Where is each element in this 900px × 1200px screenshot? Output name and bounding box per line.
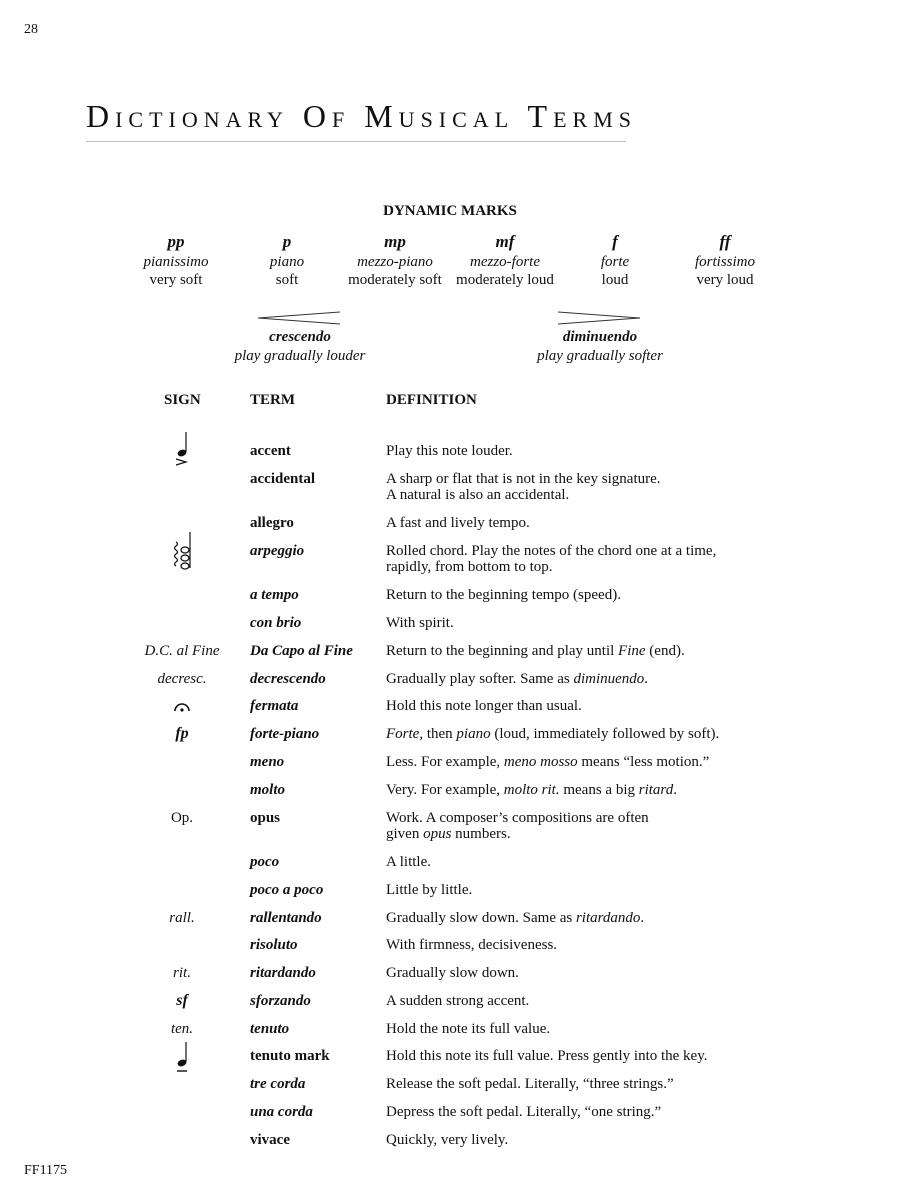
sign: rall. — [169, 910, 195, 926]
definition: Rolled chord. Play the notes of the chord one at a time, rapidly, from bottom to top. — [386, 543, 717, 575]
dynamic-meaning: very loud — [696, 272, 754, 288]
definition: Hold this note longer than usual. — [386, 698, 582, 714]
definition: Gradually slow down. — [386, 965, 519, 981]
definition: With spirit. — [386, 615, 454, 631]
definition: With firmness, decisiveness. — [386, 937, 558, 953]
diminuendo-hairpin-icon — [556, 309, 642, 327]
term: accidental — [250, 471, 315, 487]
definition: A little. — [386, 854, 431, 870]
dynamic-meaning: moderately soft — [348, 272, 442, 288]
sign: rit. — [173, 965, 191, 981]
definition: Return to the beginning tempo (speed). — [386, 587, 621, 603]
definition: Quickly, very lively. — [386, 1132, 509, 1148]
diminuendo-block — [490, 328, 710, 366]
sign: ten. — [170, 1021, 194, 1037]
term: Da Capo al Fine — [250, 643, 353, 659]
definition: Hold this note its full value. Press gently into the key. — [386, 1048, 708, 1064]
crescendo-desc: play gradually louder — [234, 348, 366, 364]
definition: Gradually slow down. Same as ritardando. — [386, 910, 645, 926]
dynamic-item-pianissimo — [116, 233, 236, 289]
term: molto — [250, 782, 286, 798]
title-underline — [86, 141, 626, 142]
term: poco — [250, 854, 280, 870]
fermata-icon — [172, 699, 192, 715]
sign: sf — [176, 992, 188, 1009]
term: poco a poco — [250, 882, 324, 898]
term: allegro — [250, 515, 294, 531]
definition: A fast and lively tempo. — [386, 515, 530, 531]
crescendo-term: crescendo — [269, 329, 331, 345]
definition: Very. For example, molto rit. means a big ritard. — [386, 782, 677, 798]
dynamic-meaning: soft — [275, 272, 299, 288]
page-title: Dictionary Of Musical Terms — [86, 98, 638, 134]
dynamic-symbol: ff — [719, 232, 731, 251]
dynamic-term: mezzo-forte — [470, 254, 540, 270]
term: forte-piano — [250, 726, 320, 742]
sign: decresc. — [157, 671, 207, 687]
column-header-term: TERM — [250, 392, 295, 408]
definition: Return to the beginning and play until Fine (end). — [386, 643, 685, 659]
definition: Gradually play softer. Same as diminuendo. — [386, 671, 649, 687]
definition: Play this note louder. — [386, 443, 513, 459]
dynamic-meaning: loud — [601, 272, 629, 288]
dynamic-meaning: very soft — [149, 272, 203, 288]
diminuendo-desc: play gradually softer — [537, 348, 663, 364]
dynamic-meaning: moderately loud — [456, 272, 554, 288]
term: decrescendo — [250, 671, 326, 687]
diminuendo-term: diminuendo — [562, 329, 638, 345]
term: ritardando — [250, 965, 316, 981]
dynamic-item-piano — [227, 233, 347, 289]
dynamic-term: mezzo-piano — [357, 254, 433, 270]
definition: Forte, then piano (loud, immediately followed by soft). — [386, 726, 720, 742]
dynamic-term: fortissimo — [694, 254, 755, 270]
term: rallentando — [250, 910, 322, 926]
dynamic-symbol: pp — [167, 232, 185, 251]
definition: A sudden strong accent. — [386, 993, 530, 1009]
dynamic-item-mezzo-piano — [335, 233, 455, 289]
sign: Op. — [170, 810, 194, 826]
term: meno — [250, 754, 285, 770]
sign: fp — [175, 725, 189, 742]
term: fermata — [250, 698, 299, 714]
term: vivace — [250, 1132, 290, 1148]
dynamic-symbol: mp — [384, 232, 406, 251]
column-header-sign: SIGN — [164, 392, 201, 408]
definition: Little by little. — [386, 882, 473, 898]
footer-catalog-code: FF1175 — [24, 1163, 68, 1178]
definition: Hold the note its full value. — [386, 1021, 551, 1037]
term: una corda — [250, 1104, 313, 1120]
dynamic-symbol: f — [612, 232, 618, 251]
dynamic-symbol: mf — [495, 232, 515, 251]
dynamic-marks-heading: DYNAMIC MARKS — [383, 203, 517, 219]
term: tre corda — [250, 1076, 306, 1092]
definition: Depress the soft pedal. Literally, “one string.” — [386, 1104, 662, 1120]
definition: Work. A composer’s compositions are often given opus numbers. — [386, 810, 649, 842]
term: risoluto — [250, 937, 298, 953]
dynamic-item-fortissimo — [665, 233, 785, 289]
term: con brio — [250, 615, 302, 631]
term: a tempo — [250, 587, 299, 603]
page-number: 28 — [24, 22, 38, 37]
crescendo-block — [190, 328, 410, 366]
dynamic-symbol: p — [282, 232, 292, 251]
dynamic-item-mezzo-forte — [445, 233, 565, 289]
dynamic-item-forte — [555, 233, 675, 289]
term: tenuto — [250, 1021, 290, 1037]
dynamic-term: forte — [600, 254, 630, 270]
term: sforzando — [250, 993, 311, 1009]
dynamic-term: pianissimo — [143, 254, 209, 270]
definition: Release the soft pedal. Literally, “three strings.” — [386, 1076, 674, 1092]
arpeggio-chord-icon — [172, 530, 194, 574]
crescendo-hairpin-icon — [256, 309, 342, 327]
dynamic-term: piano — [269, 254, 305, 270]
accent-note-icon — [172, 430, 192, 468]
term: opus — [250, 810, 281, 826]
term: accent — [250, 443, 291, 459]
term: arpeggio — [250, 543, 305, 559]
definition: A sharp or flat that is not in the key signature. A natural is also an accidental. — [386, 471, 661, 503]
tenuto-note-icon — [172, 1040, 192, 1074]
column-header-definition: DEFINITION — [386, 392, 477, 408]
sign: D.C. al Fine — [144, 643, 220, 659]
definition: Less. For example, meno mosso means “less motion.” — [386, 754, 710, 770]
term: tenuto mark — [250, 1048, 330, 1064]
